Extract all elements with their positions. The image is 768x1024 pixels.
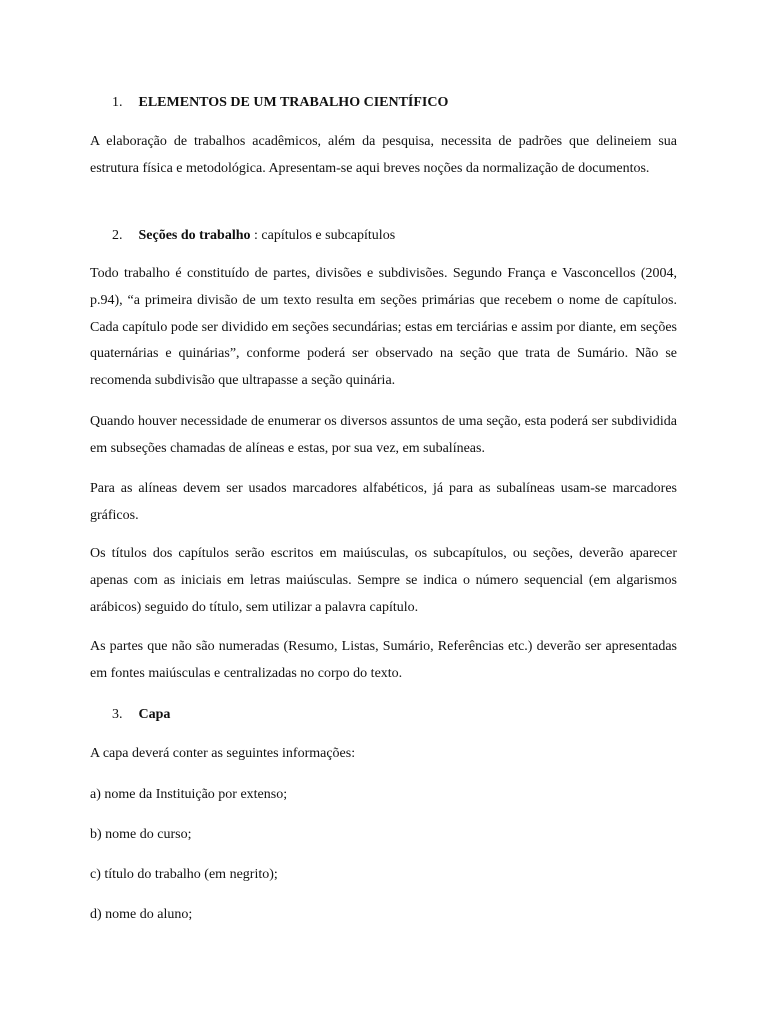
section-heading-3 [112, 706, 170, 724]
paragraph-alineas: Quando houver necessidade de enumerar os diversos assuntos de uma seção, esta poderá ser subdividida em subseções chamadas de alíneas e estas, por sua vez, em subalíneas. [90, 414, 677, 456]
section-number: 1. [112, 95, 123, 110]
section-number: 2. [112, 228, 123, 243]
paragraph-titles: Os títulos dos capítulos serão escritos em maiúsculas, os subcapítulos, ou seções, deverão aparecer apenas com as iniciais em letras maiúsculas. Sempre se indica o número sequencial (em algarismos arábicos) seguido do título, sem utilizar a palavra capítulo. [90, 546, 677, 615]
paragraph-divisions: Todo trabalho é constituído de partes, divisões e subdivisões. Segundo França e Vasconcellos (2004, p.94), “a primeira divisão de um texto resulta em seções primárias que recebem o nome de capítulos. Cada capítulo pode ser dividido em seções secundárias; estas em terciárias e assim por diante, em seções quaternárias e quinárias”, conforme poderá ser observado na seção que trata de Sumário. Não se recomenda subdivisão que ultrapasse a seção quinária. [90, 266, 677, 389]
section-title: ELEMENTOS DE UM TRABALHO CIENTÍFICO [138, 95, 449, 110]
section-heading-2 [112, 227, 395, 245]
section-heading-1 [112, 94, 448, 112]
paragraph-intro: A elaboração de trabalhos acadêmicos, além da pesquisa, necessita de padrões que delineiem sua estrutura física e metodológica. Apresentam-se aqui breves noções da normalização de documentos. [90, 134, 677, 176]
section-title: Seções do trabalho [138, 228, 251, 243]
capa-intro: A capa deverá conter as seguintes informações: [90, 746, 356, 761]
capa-item-d: d) nome do aluno; [90, 907, 193, 922]
paragraph-markers: Para as alíneas devem ser usados marcadores alfabéticos, já para as subalíneas usam-se marcadores gráficos. [90, 481, 677, 523]
capa-item-a: a) nome da Instituição por extenso; [90, 787, 288, 802]
capa-item-b: b) nome do curso; [90, 827, 192, 842]
capa-item-c: c) título do trabalho (em negrito); [90, 867, 278, 882]
section-subtitle: : capítulos e subcapítulos [254, 228, 396, 243]
paragraph-unnumbered: As partes que não são numeradas (Resumo, Listas, Sumário, Referências etc.) deverão ser apresentadas em fontes maiúsculas e centralizadas no corpo do texto. [90, 639, 677, 681]
section-number: 3. [112, 707, 123, 722]
section-title: Capa [138, 707, 171, 722]
